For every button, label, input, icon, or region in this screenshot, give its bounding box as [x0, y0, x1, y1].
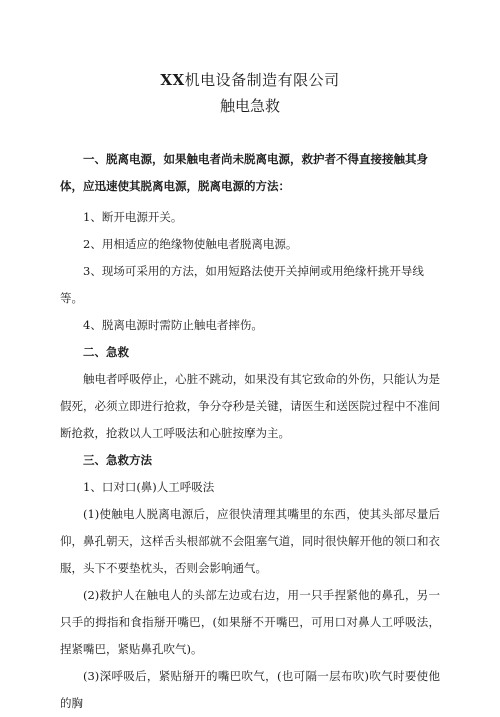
section-3-subheading: 1、口对口(鼻)人工呼吸法	[83, 480, 215, 494]
section-2-paragraph: 触电者呼吸停止，心脏不跳动，如果没有其它致命的外伤，只能认为是假死，必须立即进行抢救，争分夺秒是关键，请医生和送医院过程中不准间断抢救，抢救以人工呼吸法和心脏按摩为主。	[60, 372, 440, 440]
section-1-item-3: 3、现场可采用的方法，如用短路法使开关掉闸或用绝缘杆挑开导线等。	[60, 264, 424, 305]
section-1-item-4: 4、脱离电源时需防止触电者摔伤。	[83, 318, 263, 332]
section-2-heading: 二、急救	[83, 345, 129, 359]
company-prefix: XX	[160, 71, 185, 89]
section-1-item-1: 1、断开电源开关。	[83, 210, 183, 224]
document-body	[60, 146, 440, 717]
section-3-step-2: (2)救护人在触电人的头部左边或右边，用一只手捏紧他的鼻孔，另一只手的拇指和食指掰开嘴巴，(如果掰不开嘴巴，可用口对鼻人工呼吸法，捏紧嘴巴，紧贴鼻孔吹气)。	[60, 588, 440, 656]
section-3-step-3: (3)深呼吸后，紧贴掰开的嘴巴吹气，(也可隔一层布吹)吹气时要使他的胸	[60, 669, 440, 710]
title-block	[60, 68, 440, 118]
section-1-heading: 一、脱离电源，如果触电者尚未脱离电源，救护者不得直接接触其身体，应迅速使其脱离电源，脱离电源的方法：	[60, 152, 428, 193]
section-3-step-1: (1)使触电人脱离电源后，应很快清理其嘴里的东西，使其头部尽量后仰，鼻孔朝天，这样舌头根部就不会阻塞气道，同时很快解开他的领口和衣服，头下不要垫枕头，否则会影响通气。	[60, 507, 440, 575]
document-title: 触电急救	[219, 97, 280, 115]
company-name-rest: 机电设备制造有限公司	[184, 71, 340, 89]
company-name	[60, 68, 440, 92]
section-3-heading: 三、急救方法	[83, 453, 152, 467]
section-1-item-2: 2、用相适应的绝缘物使触电者脱离电源。	[83, 237, 298, 251]
